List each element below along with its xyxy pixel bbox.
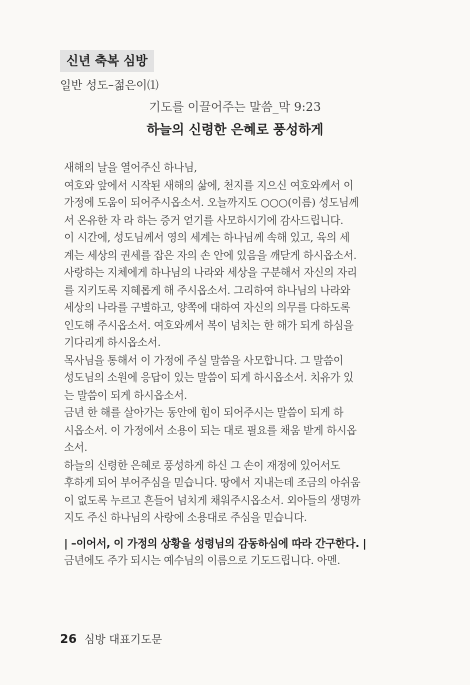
body-line: 성도님의 소원에 응답이 있는 말씀이 되게 하시옵소서. 치유가 있 <box>64 372 354 384</box>
body-line: 기다리게 하시옵소서. <box>64 337 161 349</box>
prayer-body <box>64 160 404 571</box>
prayer-title: 하늘의 신령한 은혜로 풍성하게 <box>146 123 324 138</box>
page-number: 26 <box>60 632 77 646</box>
body-line: 후하게 되어 부어주심을 믿습니다. 땅에서 지내는데 조금의 아쉬움 <box>64 477 361 489</box>
body-line: 서 온유한 자 라 하는 증거 얻기를 사모하시기에 감사드립니다. <box>64 214 344 227</box>
body-line: 하늘의 신령한 은혜로 풍성하게 하신 그 손이 재정에 있어서도 <box>64 459 341 472</box>
body-line: 세상의 나라를 구별하고, 양쪽에 대하여 자신의 의무를 다하도록 <box>64 302 351 314</box>
book-title: 심방 대표기도문 <box>84 633 163 646</box>
body-line: 를 지키도록 지혜롭게 해 주시옵소서. 그리하여 하나님의 나라와 <box>64 284 351 297</box>
prayer-instruction: | –이어서, 이 가정의 상황을 성령님의 감동하심에 따라 간구한다. | <box>64 537 367 550</box>
body-line: 계는 세상의 권세를 잡은 자의 손 안에 있음을 깨닫게 하시옵소서. <box>64 249 357 262</box>
body-line: 가정에 도움이 되어주시옵소서. 오늘까지도 ○○○(이름) 성도님께 <box>64 197 359 209</box>
body-line: 소서. <box>64 442 88 454</box>
scripture-reference: 기도를 이끌어주는 말씀_막 9:23 <box>149 100 321 114</box>
body-line: 지도 주신 하나님의 사랑에 소용대로 주심을 믿습니다. <box>64 512 307 524</box>
section-tag: 신년 축복 심방 <box>60 50 154 72</box>
body-line: 이 없도록 누르고 흔들어 넘치게 채워주시옵소서. 외아들의 생명까 <box>64 494 361 507</box>
body-line: 새해의 날을 열어주신 하나님, <box>64 162 198 174</box>
body-line: 이 시간에, 성도님께서 영의 세계는 하나님께 속해 있고, 육의 세 <box>64 232 350 244</box>
closing-line: 금년에도 주가 되시는 예수님의 이름으로 기도드립니다. 아멘. <box>64 555 341 567</box>
body-line: 시옵소서. 이 가정에서 소용이 되는 대로 필요를 채움 받게 하시옵 <box>64 424 357 437</box>
body-line: 목사님을 통해서 이 가정에 주실 말씀을 사모합니다. 그 말씀이 <box>64 354 344 367</box>
body-line: 인도해 주시옵소서. 여호와께서 복이 넘치는 한 해가 되게 하심을 <box>64 319 354 332</box>
prayer-subtitle: 일반 성도–젊은이⑴ <box>60 78 159 92</box>
body-line: 여호와 앞에서 시작된 새해의 삶에, 천지를 지으신 여호와께서 이 <box>64 179 354 192</box>
body-line: 는 말씀이 되게 하시옵소서. <box>64 389 188 402</box>
body-line: 사랑하는 지체에게 하나님의 나라와 세상을 구분해서 자신의 자리 <box>64 267 358 279</box>
body-line: 금년 한 해를 살아가는 동안에 힘이 되어주시는 말씀이 되게 하 <box>64 407 344 419</box>
page-footer <box>60 631 162 647</box>
